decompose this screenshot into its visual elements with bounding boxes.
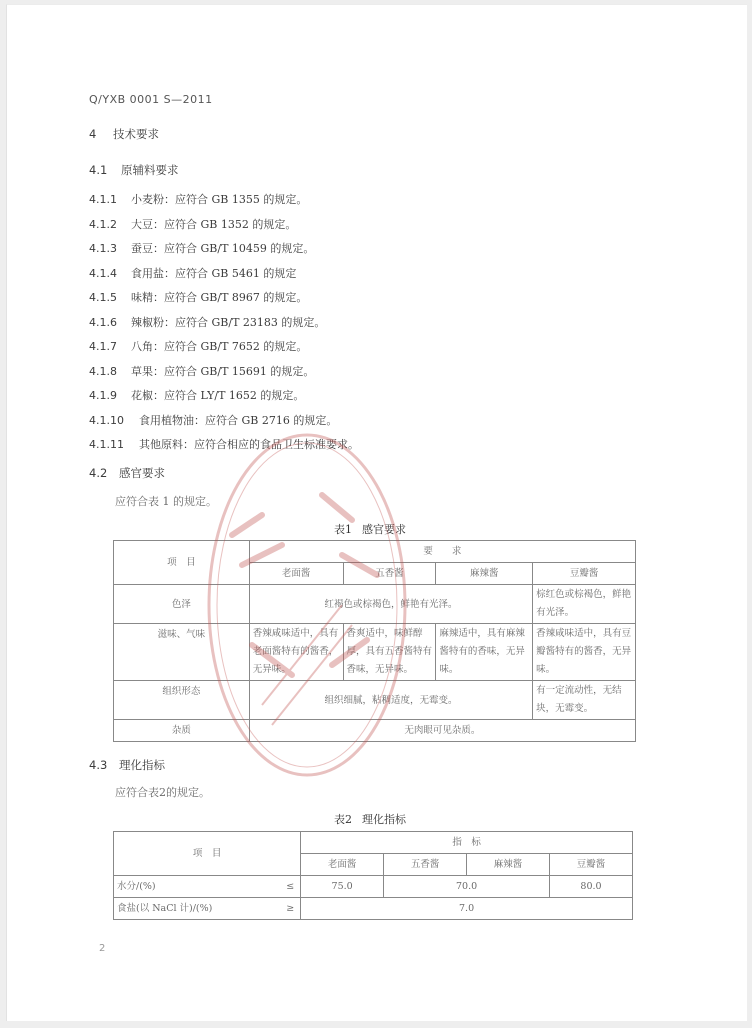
item-number: 4.1.7 bbox=[89, 340, 117, 353]
table-label: 表2 bbox=[334, 813, 352, 826]
table-cell: 红褐色或棕褐色，鲜艳有光泽。 bbox=[249, 585, 532, 624]
item-text: 大豆：应符合 GB 1352 的规定。 bbox=[131, 218, 297, 231]
table-title: 理化指标 bbox=[362, 813, 406, 826]
table-cell: 有一定流动性，无结块，无霉变。 bbox=[533, 681, 636, 720]
list-item bbox=[89, 387, 304, 403]
table-row bbox=[114, 624, 636, 681]
header-index: 指 标 bbox=[301, 832, 633, 854]
section-title: 原辅料要求 bbox=[121, 163, 179, 177]
section-4-2-heading bbox=[89, 465, 165, 481]
item-number: 4.1.6 bbox=[89, 316, 117, 329]
section-number: 4.2 bbox=[89, 466, 108, 480]
row-label: 滋味、气味 bbox=[114, 624, 250, 681]
row-label: 组织形态 bbox=[114, 681, 250, 720]
table-cell: 麻辣适中，具有麻辣酱特有的香味，无异味。 bbox=[436, 624, 533, 681]
section-4-3-heading bbox=[89, 757, 165, 773]
table-label: 表1 bbox=[334, 523, 352, 536]
standard-code: Q/YXB 0001 S—2011 bbox=[89, 93, 213, 106]
item-number: 4.1.9 bbox=[89, 389, 117, 402]
row-label: 水分/(%) bbox=[114, 876, 271, 898]
section-4-heading bbox=[89, 126, 159, 142]
list-item bbox=[89, 289, 307, 305]
section-title: 感官要求 bbox=[119, 466, 165, 480]
list-item bbox=[89, 216, 296, 232]
item-text: 味精：应符合 GB/T 8967 的规定。 bbox=[131, 291, 308, 304]
item-text: 食用植物油：应符合 GB 2716 的规定。 bbox=[139, 414, 338, 427]
table-row bbox=[114, 585, 636, 624]
item-text: 小麦粉：应符合 GB 1355 的规定。 bbox=[131, 193, 308, 206]
table-1-caption bbox=[334, 521, 406, 537]
list-item bbox=[89, 265, 296, 281]
table-cell: 80.0 bbox=[550, 876, 633, 898]
table-row bbox=[114, 720, 636, 742]
paragraph: 应符合表2的规定。 bbox=[115, 786, 210, 799]
section-number: 4.3 bbox=[89, 758, 108, 772]
item-text: 辣椒粉：应符合 GB/T 23183 的规定。 bbox=[131, 316, 326, 329]
item-number: 4.1.3 bbox=[89, 242, 117, 255]
table-cell: 70.0 bbox=[384, 876, 550, 898]
sensory-table bbox=[113, 540, 636, 742]
row-label: 色泽 bbox=[114, 585, 250, 624]
item-number: 4.1.4 bbox=[89, 267, 117, 280]
document-page bbox=[6, 4, 747, 1021]
paragraph: 应符合表 1 的规定。 bbox=[115, 495, 217, 508]
item-number: 4.1.5 bbox=[89, 291, 117, 304]
list-item bbox=[89, 240, 314, 256]
section-4-1-heading bbox=[89, 162, 179, 178]
section-title: 技术要求 bbox=[113, 127, 159, 141]
row-label: 杂质 bbox=[114, 720, 250, 742]
list-item bbox=[89, 191, 307, 207]
table-cell: 无肉眼可见杂质。 bbox=[249, 720, 635, 742]
list-item bbox=[89, 314, 325, 330]
item-number: 4.1.11 bbox=[89, 438, 124, 451]
header-item: 项 目 bbox=[114, 832, 301, 876]
comparison-operator: ≥ bbox=[270, 898, 300, 920]
col-header: 老面酱 bbox=[249, 563, 343, 585]
col-header: 麻辣酱 bbox=[436, 563, 533, 585]
col-header: 豆瓣酱 bbox=[550, 854, 633, 876]
table-cell: 棕红色或棕褐色，鲜艳有光泽。 bbox=[533, 585, 636, 624]
list-item bbox=[89, 338, 307, 354]
item-text: 食用盐：应符合 GB 5461 的规定 bbox=[131, 267, 297, 280]
table-cell: 香爽适中，味鲜醇厚，具有五香酱特有香味，无异味。 bbox=[343, 624, 436, 681]
list-item bbox=[89, 363, 314, 379]
table-row bbox=[114, 898, 633, 920]
item-number: 4.1.8 bbox=[89, 365, 117, 378]
section-number: 4 bbox=[89, 127, 97, 141]
header-item: 项 目 bbox=[114, 541, 250, 585]
table-row bbox=[114, 876, 633, 898]
item-text: 其他原料：应符合相应的食品卫生标准要求。 bbox=[139, 438, 359, 451]
table-cell: 75.0 bbox=[301, 876, 384, 898]
section-number: 4.1 bbox=[89, 163, 108, 177]
item-number: 4.1.2 bbox=[89, 218, 117, 231]
col-header: 老面酱 bbox=[301, 854, 384, 876]
col-header: 五香酱 bbox=[384, 854, 467, 876]
table-row bbox=[114, 681, 636, 720]
table-cell: 香辣咸味适中，具有豆瓣酱特有的酱香，无异味。 bbox=[533, 624, 636, 681]
item-text: 花椒：应符合 LY/T 1652 的规定。 bbox=[131, 389, 305, 402]
list-item bbox=[89, 436, 359, 452]
item-text: 蚕豆：应符合 GB/T 10459 的规定。 bbox=[131, 242, 315, 255]
table-2-caption bbox=[334, 811, 406, 827]
item-text: 草果：应符合 GB/T 15691 的规定。 bbox=[131, 365, 315, 378]
table-cell: 香辣咸味适中，具有老面酱特有的酱香，无异味。 bbox=[249, 624, 343, 681]
col-header: 麻辣酱 bbox=[467, 854, 550, 876]
page-number: 2 bbox=[99, 943, 106, 954]
item-text: 八角：应符合 GB/T 7652 的规定。 bbox=[131, 340, 308, 353]
col-header: 豆瓣酱 bbox=[533, 563, 636, 585]
header-requirement: 要 求 bbox=[249, 541, 635, 563]
row-label: 食盐(以 NaCl 计)/(%) bbox=[114, 898, 271, 920]
table-cell: 组织细腻，粘稠适度，无霉变。 bbox=[249, 681, 532, 720]
table-title: 感官要求 bbox=[362, 523, 406, 536]
col-header: 五香酱 bbox=[343, 563, 436, 585]
physicochemical-table bbox=[113, 831, 633, 920]
table-cell: 7.0 bbox=[301, 898, 633, 920]
list-item bbox=[89, 412, 337, 428]
item-number: 4.1.10 bbox=[89, 414, 124, 427]
comparison-operator: ≤ bbox=[270, 876, 300, 898]
section-title: 理化指标 bbox=[119, 758, 165, 772]
item-number: 4.1.1 bbox=[89, 193, 117, 206]
